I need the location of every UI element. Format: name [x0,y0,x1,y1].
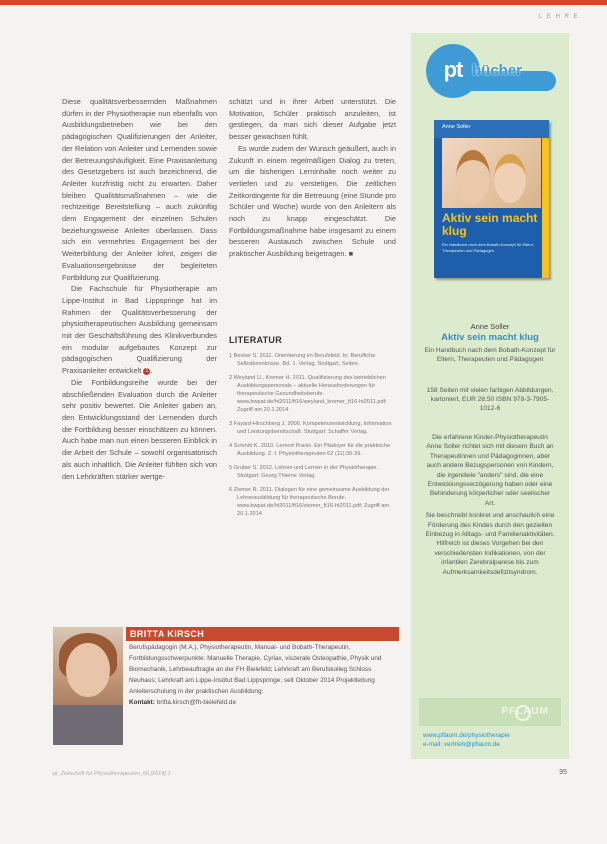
article-column-1 [62,96,217,482]
end-mark: ■ [348,249,354,259]
paragraph: Diese qualitätsverbessernden Maßnahmen dürfen in der Physiotherapie nun ebenfalls von Ausbildungsbetrieben wie bei den pädagogischen Qualifizierungen der Anleiter, der Relation von Anleiter und Lernenden sowie der Betreuungshäufigkeit. Eine Praxisanleitung des Gesetzgebers ist auch bezeichnend, die Anleiter kurzfristig nicht zu erwarten. Daher bleiben Qualitätsmaßnahmen – wie die rechtzeitige Bereitstellung – auch zukünftig dem Engagement der einzelnen Schulen beziehungsweise Anleiter überlassen. Dass sich ein vermehrtes Engagement bei der Weiterbildung der Anleiter lohnt, zeigen die Evaluationsergebnisse der begleiteten Fortbildung zur Qualifizierung. [62,97,217,282]
paragraph: Die Fachschule für Physiotherapie am Lippe-Institut in Bad Lippspringe hat im Rahmen der Qualitätsverbesserung der physiotherapeutischen Ausbildung gemeinsam mit der Geschäftsführung des Klinikverbundes ein modular aufgebautes Konzept zur pädagogischen Qualifizierung der Praxisanleiter entwickelt 1 . [62,284,217,376]
author-photo-shirt [53,705,123,745]
book-cover-author: Anne Soller [442,124,471,130]
publisher-logo [419,698,561,726]
paragraph: Die Fortbildungsreihe wurde bei der abschließenden Evaluation durch die Anleiter sehr positiv bewertet. Die Anleiter gaben an, den Entwicklungsstand der Lernenden durch die Fortbildung besser einschätzen zu können. Auch habe man nun einen besseren Einblick in die Arbeit der Schule – sowohl organisatorisch als auch inhaltlich. Die Anleiter fühlten sich von den Lehrkräften stärker wertge- [62,377,217,481]
author-bio [129,643,397,708]
literature-item: 5 Gruber S. 2012. Lehren und Lernen in der Physiotherapie. Stuttgart: Georg Thieme Verlag. [229,465,378,479]
literature-item: 2 Weyland U., Kremer H. 2011. Qualifizierung des betrieblichen Ausbildungspersonals – aktuelle Herausforderungen für therapeutische Gesundheitsberufe. www.bwpat.de/ht2011/ft16/weyland_kremer_ft16-ht2011.pdf; Zugriff am 20.1.2014 [229,375,387,413]
paragraph-text: Es wurde zudem der Wunsch geäußert, auch in Zukunft in einem regelmäßigen Dialog zu treten, um die bisherigen Lerninhalte noch weiter zu vertiefen und zu verstetigen. Die zeitlichen Zeitkontingente für die Betreuung (eine Stunde pro Schüler und Woche) wurde von den Anleitern als noch zu knapp eingeschätzt. Die Fortbildungsmaßnahme habe insgesamt zu einem besseren Austausch zwischen Schule und praktischer Ausbildung beigetragen. [229,143,396,259]
book-sidebar [411,33,569,759]
book-cover-top [434,120,549,138]
literature-list [229,352,396,524]
book-cover-stripe [542,138,549,278]
book-title: Aktiv sein macht klug [441,332,539,343]
book-cover-subtitle: Ein Handbuch nach dem Bobath-Konzept für Eltern, Therapeuten und Pädagogen [442,242,535,253]
running-head: L E H R E [539,14,579,20]
literature-item: 4 Schmitt K. 2010. Lernort Praxis. Ein Plädoyer für die praktische Ausbildung. Z. f. Physiotherapeuten 62 (11):30-39. [229,443,391,457]
paragraph [229,143,396,260]
book-description: Ein Handbuch nach dem Bobath-Konzept für Eltern, Therapeuten und Pädagogen [424,347,556,364]
author-name: BRITTA KIRSCH [130,629,205,639]
book-cover-photo [442,138,541,208]
book-author: Anne Soller [470,322,510,331]
page-number: 95 [559,769,567,776]
blurb-paragraph: Sie beschreibt konkret und anschaulich eine Förderung des Kindes durch den gezielten Einbezug in Alltags- und Familienaktivitäten. Hilfreich ist dieses Vorgehen bei den verschiedensten Indikationen, von der infantilen Zerebralparese bis zum Aufmerksamkeitsdefizitsyndrom. [425,512,555,576]
publisher-email[interactable]: e-mail: vertrieb@pflaum.de [423,741,500,748]
child-face-1 [456,150,490,204]
top-color-bar [0,0,607,5]
reference-marker: 1 [143,368,150,375]
article-column-2 [229,96,396,260]
literature-item: 6 Ziemer R. 2011. Dialogen für eine gemeinsame Ausbildung der Lehrerausbildung für therapeutische Berufe. www.bwpat.de/ht2011/ft16/ziemer_ft16-ht2011.pdf; Zugriff am 20.1.2014 [229,487,390,517]
author-header-bar [126,627,399,641]
contact-email[interactable]: britta.kirsch@fh-bielefeld.de [156,698,237,706]
child-face-2 [494,154,526,203]
paragraph: schätzt und in ihrer Arbeit unterstützt. Die Motivation, Schüler praktisch anzuleiten, ist gestiegen, da man sich dieser Aufgabe jetzt besser gewachsen fühlt. [229,97,396,142]
pt-buecher-logo [426,44,556,102]
author-photo [53,627,123,745]
book-meta: 158 Seiten mit vielen farbigen Abbildungen, kartoniert, EUR 28,50 ISBN 978-3-7905-1012-6 [426,387,554,413]
literature-item: 1 Becker S. 2011. Orientierung im Berufsfeld. In: Berufliche Selbstkenntnisse, Bd. 1. Verlag, Stuttgart, Seiten. [229,353,376,367]
author-box [53,627,399,745]
author-photo-face [66,643,110,697]
publisher-web-link[interactable]: www.pflaum.de/physiotherapie [423,732,510,739]
book-blurb [425,433,555,580]
contact-label: Kontakt: [129,698,155,706]
paragraph-text: Die Fachschule für Physiotherapie am Lippe-Institut in Bad Lippspringe hat im Rahmen der Qualitätsverbesserung der physiotherapeutischen Ausbildung gemeinsam mit der Geschäftsführung des Klinikverbundes ein modular aufgebautes Konzept zur pädagogischen Qualifizierung der Praxisanleiter entwickelt [62,284,217,376]
logo-circle: pt [426,44,480,98]
blurb-paragraph: Die erfahrene Kinder-Physiotherapeutin Anne Soller richtet sich mit diesem Buch an Therapeutinnen und Pädagoginnen, aber auch andere Bezugspersonen von Kindern, die irgendwie "anders" sind, die eine Entwicklungsverzögerung haben oder eine Behinderung körperlicher oder seelischer Art. [426,434,554,507]
footer-journal: pt_Zeitschrift für Physiotherapeuten_66 [2014] 1 [53,771,171,777]
literature-heading: LITERATUR [229,335,283,345]
book-cover-title: Aktiv sein macht klug [442,211,538,238]
logo-word: bücher [472,62,523,79]
publisher-name: PFLAUM [501,706,549,717]
book-cover[interactable] [434,120,549,278]
author-bio-text: Berufspädagogin (M.A.), Physiotherapeutin, Manual- und Bobath-Therapeutin, Fortbildungsschwerpunkte: Manuelle Therapie, Cyriax, viszerale Osteopathie, Physik und Biomechanik, Lehrbeauftragte an der FH Bielefeld; Lehrkraft am Berufskolleg Schloss Neuhaus; Lehrkraft am Lippe-Institut Bad Lippspringe; seit Oktober 2014 Projektleitung Anleiterschulung in der praktischen Ausbildung. [129,644,382,695]
literature-item: 3 Fayard-Hirschberg J. 2006. Kompetenzentwicklung, Information und Leistungsbereitschaft. Stuttgart: Schaffer Verlag. [229,421,392,435]
publisher-contact [423,731,563,749]
